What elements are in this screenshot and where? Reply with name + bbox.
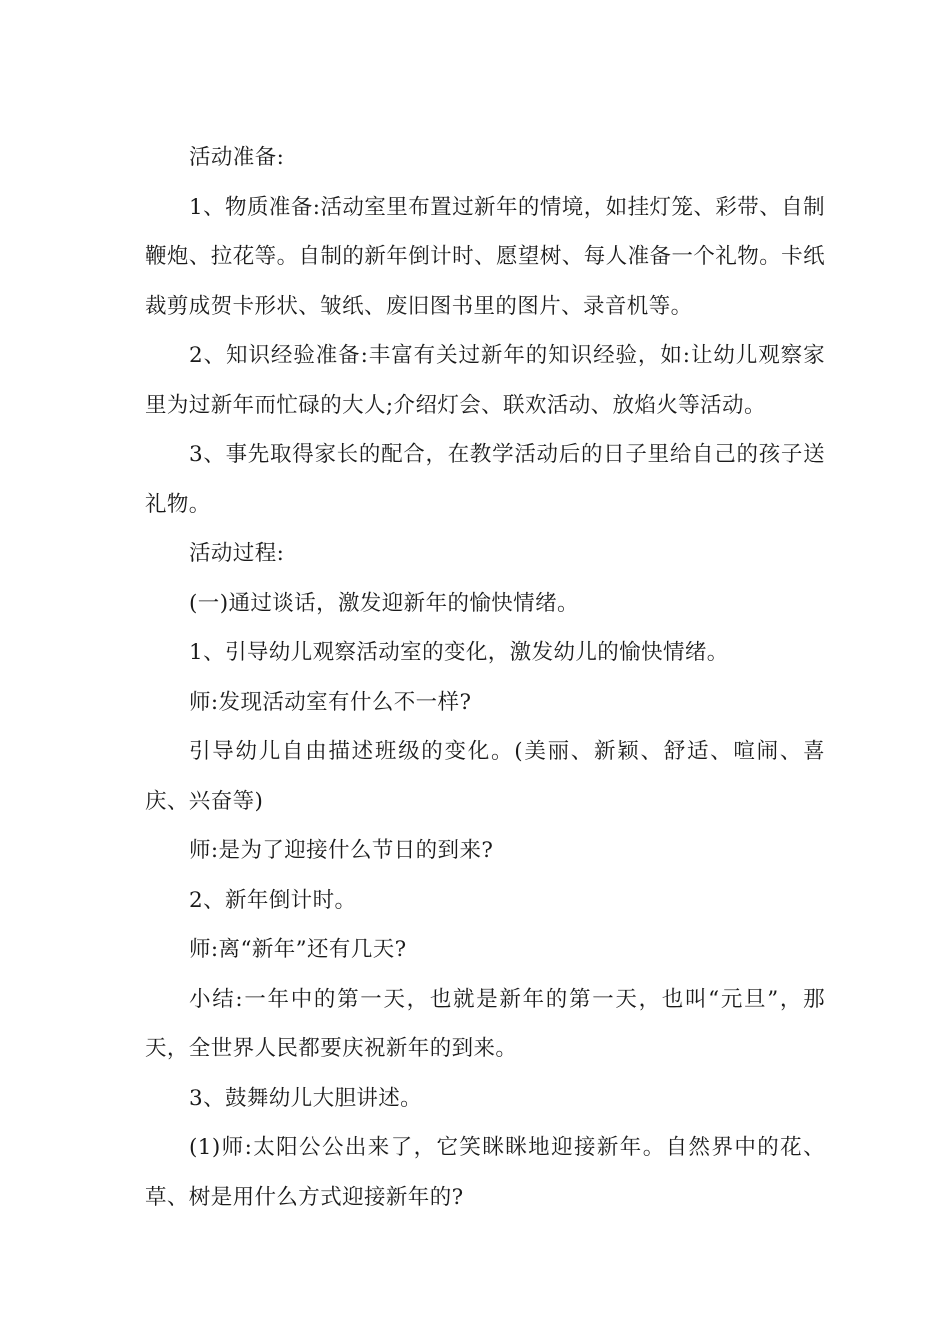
paragraph-observe-room: 1、引导幼儿观察活动室的变化，激发幼儿的愉快情绪。: [189, 640, 729, 665]
paragraph-guide-describe: 引导幼儿自由描述班级的变化。(美丽、新颖、舒适、喧闹、喜庆、兴奋等): [145, 739, 825, 814]
paragraph-knowledge-preparation: 2、知识经验准备:丰富有关过新年的知识经验，如:让幼儿观察家里为过新年而忙碌的大人;介绍灯会、联欢活动、放焰火等活动。: [145, 343, 825, 418]
paragraph-countdown: 2、新年倒计时。: [189, 887, 357, 913]
paragraph-teacher-question-3: 师:离“新年”还有几天?: [189, 937, 407, 962]
paragraph-encourage: 3、鼓舞幼儿大胆讲述。: [189, 1085, 423, 1111]
paragraph-material-preparation: 1、物质准备:活动室里布置过新年的情境，如挂灯笼、彩带、自制鞭炮、拉花等。自制的新年倒计时、愿望树、每人准备一个礼物。卡纸裁剪成贺卡形状、皱纸、废旧图书里的图片、录音机等。: [145, 194, 825, 319]
paragraph-step-one: (一)通过谈话，激发迎新年的愉快情绪。: [189, 590, 579, 616]
paragraph-summary: 小结:一年中的第一天，也就是新年的第一天，也叫“元旦”，那天，全世界人民都要庆祝新年的到来。: [145, 986, 825, 1061]
document-body: [145, 133, 825, 1222]
paragraph-teacher-question-2: 师:是为了迎接什么节日的到来?: [189, 838, 494, 863]
section-heading-preparation: 活动准备:: [189, 145, 285, 170]
paragraph-parent-cooperation: 3、事先取得家长的配合，在教学活动后的日子里给自己的孩子送礼物。: [145, 442, 825, 517]
paragraph-teacher-question-1: 师:发现活动室有什么不一样?: [189, 689, 472, 715]
section-heading-process: 活动过程:: [189, 541, 285, 566]
paragraph-teacher-question-4: (1)师:太阳公公出来了，它笑眯眯地迎接新年。自然界中的花、草、树是用什么方式迎接新年的?: [145, 1135, 825, 1210]
